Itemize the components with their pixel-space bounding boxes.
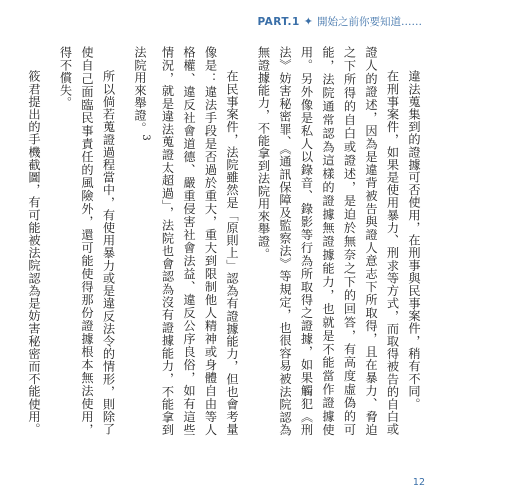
footnote-marker: 3	[140, 134, 151, 142]
chapter-title: 開始之前你要知道……	[317, 16, 422, 28]
part-label: PART.1	[257, 15, 300, 28]
paragraph-2: 在刑事案件，如果是使用暴力、刑求等方式，而取得被告的自白或證人的證述，因為是違背被告與證人意志下所取得，且在暴力、脅迫之下所得的自白或證述，是迫於無奈之下的回答，有高度虛偽的可能，法院通常認為這樣的證據無證據能力，也就是不能當作證據使用。另外像是私人以錄音、錄影等行為所取得之證據，如果觸犯《刑法》妨害秘密罪、《通訊保障及監察法》等規定，也很容易被法院認為無證據能力，不能拿到法院用來舉證。	[256, 46, 400, 436]
body-text	[22, 46, 434, 436]
paragraph-1: 違法蒐集到的證據可否使用，在刑事與民事案件，稍有不同。	[407, 70, 421, 411]
paragraph-3-text: 在民事案件，法院雖然是「原則上」認為有證據能力，但也會考量像是：違法手段是否過於重大，重大到限制他人精神或身體自由等人格權、違反社會道德、嚴重侵害社會法益、違反公序良俗，如有這些情況，就是違法蒐證太超過」，法院也會認為沒有證據能力，不能拿到法院用來舉證。	[132, 46, 239, 436]
running-header	[257, 14, 422, 29]
page-number: 12	[412, 477, 425, 488]
paragraph-4: 所以倘若蒐證過程當中，有使用暴力或是違反法令的情形，則除了使自己面臨民事責任的風險外，還可能使得那份證據根本無法使用，得不償失。	[58, 46, 116, 436]
star-icon: ✦	[303, 15, 313, 28]
paragraph-5: 筱君提出的手機截圖，有可能被法院認為是妨害秘密而不能使用。	[26, 70, 41, 436]
paragraph-3	[128, 46, 242, 436]
